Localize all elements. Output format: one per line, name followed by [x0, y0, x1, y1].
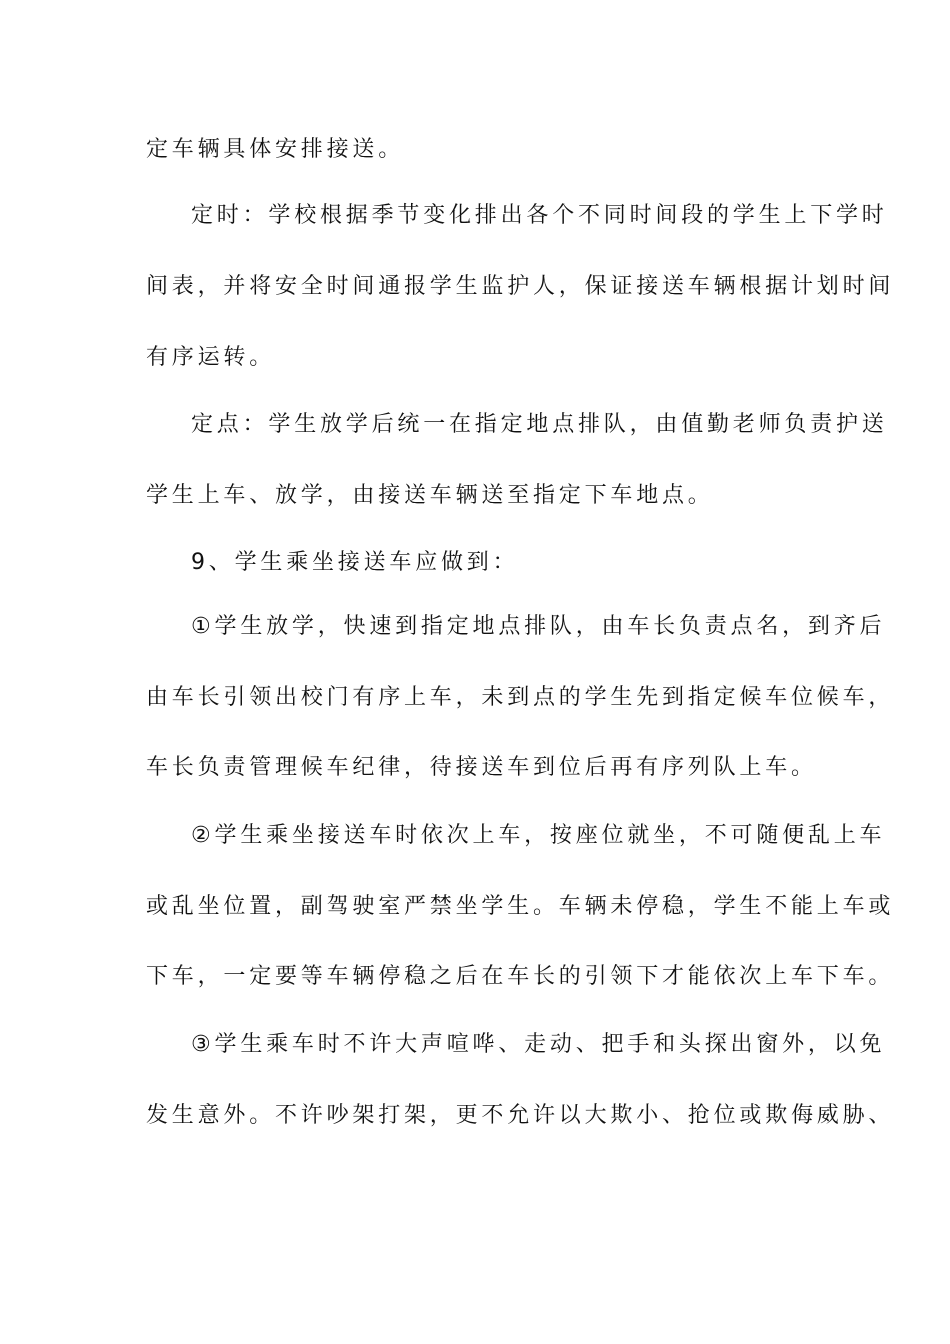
text-line: 学生上车、放学，由接送车辆送至指定下车地点。: [146, 483, 714, 508]
list-item-2-start: ②学生乘坐接送车时依次上车，按座位就坐，不可随便乱上车: [191, 823, 886, 848]
list-item-3-start: ③学生乘车时不许大声喧哗、走动、把手和头探出窗外，以免: [191, 1032, 886, 1057]
paragraph-location-start: 定点：学生放学后统一在指定地点排队，由值勤老师负责护送: [191, 412, 888, 437]
text-line: 定车辆具体安排接送。: [146, 137, 405, 162]
text-line: 有序运转。: [146, 345, 276, 370]
text-line: 车长负责管理候车纪律，待接送车到位后再有序列队上车。: [146, 755, 817, 780]
section-heading: 9、学生乘坐接送车应做到：: [191, 550, 519, 575]
text-line: 下车，一定要等车辆停稳之后在车长的引领下才能依次上车下车。: [146, 964, 895, 989]
text-line: 间表，并将安全时间通报学生监护人，保证接送车辆根据计划时间: [146, 274, 895, 299]
text-line: 或乱坐位置，副驾驶室严禁坐学生。车辆未停稳，学生不能上车或: [146, 894, 895, 919]
list-item-1-start: ①学生放学，快速到指定地点排队，由车长负责点名，到齐后: [191, 614, 886, 639]
text-line: 发生意外。不许吵架打架，更不允许以大欺小、抢位或欺侮威胁、: [146, 1103, 895, 1128]
paragraph-timing-start: 定时：学校根据季节变化排出各个不同时间段的学生上下学时: [191, 203, 888, 228]
text-line: 由车长引领出校门有序上车，未到点的学生先到指定候车位候车，: [146, 685, 895, 710]
